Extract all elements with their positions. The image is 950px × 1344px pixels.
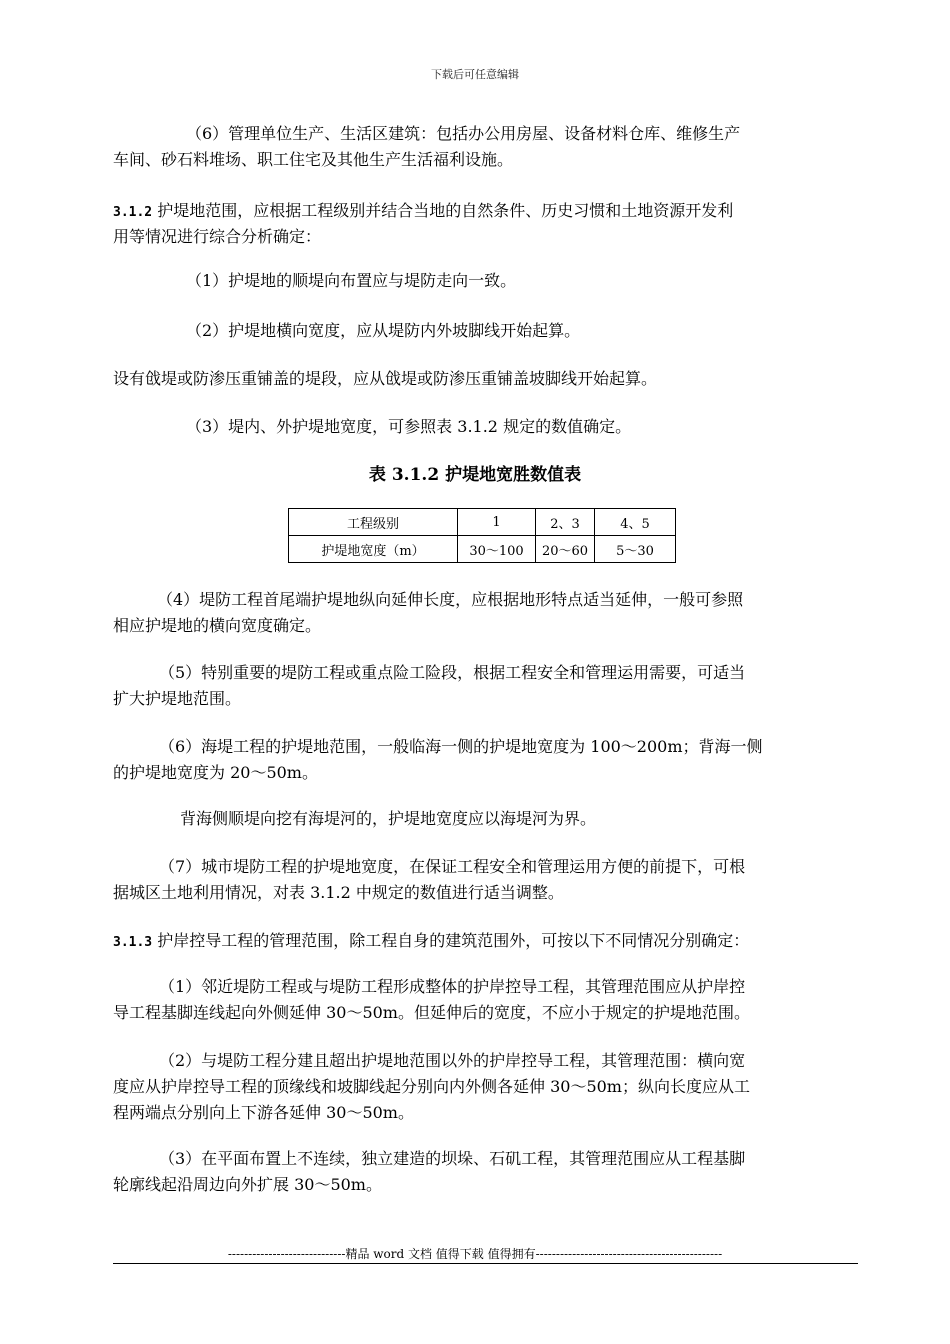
footer-rule <box>113 1263 858 1264</box>
list-item: （3）在平面布置上不连续，独立建造的坝垛、石矶工程，其管理范围应从工程基脚 <box>159 1149 746 1168</box>
list-item: （1）护堤地的顺堤向布置应与堤防走向一致。 <box>186 271 517 290</box>
width-table <box>288 508 676 563</box>
table-cell: 护堤地宽度（m） <box>289 536 458 563</box>
list-item: （6）海堤工程的护堤地范围，一般临海一侧的护堤地宽度为 100～200m；背海一侧 <box>159 737 763 756</box>
section-3-1-3 <box>113 928 858 956</box>
table-cell: 20～60 <box>536 536 595 563</box>
page-header: 下载后可任意编辑 <box>431 68 519 81</box>
list-item: （2）与堤防工程分建且超出护堤地范围以外的护岸控导工程，其管理范围：横向宽 <box>159 1051 746 1070</box>
paragraph: （6）管理单位生产、生活区建筑：包括办公用房屋、设备材料仓库、维修生产 <box>186 124 741 143</box>
paragraph: 度应从护岸控导工程的顶缘线和坡脚线起分别向内外侧各延伸 30～50m；纵向长度应从工 <box>113 1077 750 1096</box>
table-cell: 1 <box>458 509 536 536</box>
table-cell: 工程级别 <box>289 509 458 536</box>
list-item: （1）邻近堤防工程或与堤防工程形成整体的护岸控导工程，其管理范围应从护岸控 <box>159 977 746 996</box>
table-cell: 4、5 <box>595 509 676 536</box>
table-caption: 表 3.1.2 护堤地宽胜数值表 <box>368 465 582 485</box>
list-item: （7）城市堤防工程的护堤地宽度，在保证工程安全和管理运用方便的前提下，可根 <box>159 857 746 876</box>
table-row <box>289 509 676 536</box>
paragraph: 用等情况进行综合分析确定： <box>113 227 322 246</box>
paragraph: 设有戗堤或防渗压重铺盖的堤段，应从戗堤或防渗压重铺盖坡脚线开始起算。 <box>113 369 658 388</box>
table-cell: 5～30 <box>595 536 676 563</box>
section-number: 3.1.2 <box>113 205 153 220</box>
page-footer: -----------------------------精品 word 文档 值得下载 值得拥有---------------------------------------------- <box>227 1247 723 1261</box>
paragraph: 程两端点分别向上下游各延伸 30～50m。 <box>113 1103 414 1122</box>
list-item: （3）堤内、外护堤地宽度，可参照表 3.1.2 规定的数值确定。 <box>186 417 632 436</box>
list-item: （4）堤防工程首尾端护堤地纵向延伸长度，应根据地形特点适当延伸，一般可参照 <box>157 590 744 609</box>
section-text: 护岸控导工程的管理范围，除工程自身的建筑范围外，可按以下不同情况分别确定： <box>152 931 750 950</box>
list-item: （2）护堤地横向宽度，应从堤防内外坡脚线开始起算。 <box>186 321 581 340</box>
section-number: 3.1.3 <box>113 935 153 950</box>
paragraph: 扩大护堤地范围。 <box>113 689 242 708</box>
paragraph: 车间、砂石料堆场、职工住宅及其他生产生活福利设施。 <box>113 150 514 169</box>
section-text: 护堤地范围，应根据工程级别并结合当地的自然条件、历史习惯和土地资源开发利 <box>152 201 734 220</box>
paragraph: 的护堤地宽度为 20～50m。 <box>113 763 318 782</box>
section-3-1-2 <box>113 198 858 226</box>
table-row <box>289 536 676 563</box>
paragraph: 相应护堤地的横向宽度确定。 <box>113 616 322 635</box>
list-item: （5）特别重要的堤防工程或重点险工险段，根据工程安全和管理运用需要，可适当 <box>159 663 746 682</box>
table-cell: 30～100 <box>458 536 536 563</box>
paragraph: 据城区土地利用情况，对表 3.1.2 中规定的数值进行适当调整。 <box>113 883 564 902</box>
paragraph: 背海侧顺堤向挖有海堤河的，护堤地宽度应以海堤河为界。 <box>180 809 597 828</box>
paragraph: 导工程基脚连线起向外侧延伸 30～50m。但延伸后的宽度，不应小于规定的护堤地范围。 <box>113 1003 750 1022</box>
table-cell: 2、3 <box>536 509 595 536</box>
paragraph: 轮廓线起沿周边向外扩展 30～50m。 <box>113 1175 382 1194</box>
